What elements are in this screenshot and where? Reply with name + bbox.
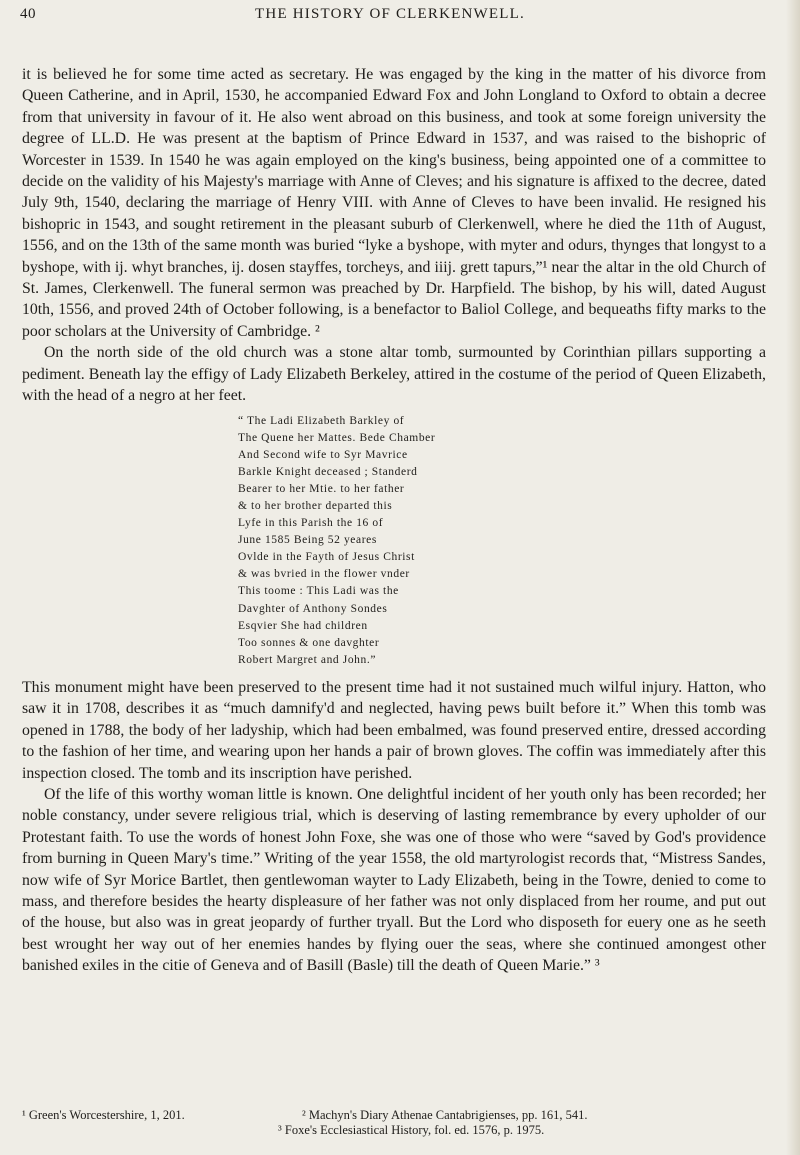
paragraph: This monument might have been preserved to the present time had it not sustained much wilful injury. Hatton, who saw it in 1708, describes it as “much damnify'd and neglected, having pews built before it.” When this tomb was opened in 1788, the body of her ladyship, which had been embalmed, was found preserved entire, dressed according to the fashion of her time, and wearing upon her hands a pair of brown gloves. The coffin was immediately after this inspection closed. The tomb and its inscription have perished.	[22, 678, 766, 782]
tomb-inscription	[238, 413, 766, 669]
inscription-line: This toome : This Ladi was the	[238, 585, 399, 598]
footnote: ¹ Green's Worcestershire, 1, 201.	[22, 1108, 185, 1122]
page-number: 40	[20, 6, 36, 22]
inscription-line: June 1585 Being 52 yeares	[238, 534, 377, 547]
paragraph: On the north side of the old church was a stone altar tomb, surmounted by Corinthian pillars supporting a pediment. Beneath lay the effigy of Lady Elizabeth Berkeley, attired in the costume of the period of Queen Elizabeth, with the head of a negro at her feet.	[22, 344, 766, 405]
running-title: THE HISTORY OF CLERKENWELL.	[255, 6, 525, 22]
inscription-line: Ovlde in the Fayth of Jesus Christ	[238, 551, 415, 564]
inscription-line: “ The Ladi Elizabeth Barkley of	[238, 414, 405, 427]
paragraph: it is believed he for some time acted as secretary. He was engaged by the king in the matter of his divorce from Queen Catherine, and in April, 1530, he accompanied Edward Fox and John Longland to Oxford to obtain a decree from that university in favour of it. He also went abroad on this business, and took at some foreign university the degree of LL.D. He was present at the baptism of Prince Edward in 1537, and was raised to the bishopric of Worcester in 1539. In 1540 he was again employed on the king's business, being appointed one of a committee to decide on the validity of his Majesty's marriage with Anne of Cleves; and his signature is affixed to the decree, dated July 9th, 1540, declaring the marriage of Henry VIII. with Anne of Cleves to have been invalid. He resigned his bishopric in 1543, and sought retirement in the pleasant suburb of Clerkenwell, where he died the 11th of August, 1556, and on the 13th of the same month was buried “lyke a byshope, with myter and odurs, thynges that longyst to a byshope, with ij. whyt branches, ij. dosen stayffes, torcheys, and iiij. grett tapurs,”¹ near the altar in the old Church of St. James, Clerkenwell. The funeral sermon was preached by Dr. Harpfield. The bishop, by his will, dated August 10th, 1556, and proved 24th of October following, is a benefactor to Baliol College, and bequeaths fifty marks to the poor scholars at the University of Cambridge. ²	[22, 66, 766, 340]
inscription-line: & to her brother departed this	[238, 499, 393, 512]
inscription-line: Bearer to her Mtie. to her father	[238, 482, 405, 495]
inscription-line: Esqvier She had children	[238, 619, 368, 632]
page-header	[20, 6, 760, 28]
body-text	[22, 64, 766, 977]
paragraph: Of the life of this worthy woman little is known. One delightful incident of her youth only has been recorded; her noble constancy, under severe religious trial, which is deserving of lasting remembrance by every upholder of our Protestant faith. To use the words of honest John Foxe, she was one of those who were “saved by God's providence from burning in Queen Mary's time.” Writing of the year 1558, the old martyrologist records that, “Mistress Sandes, now wife of Syr Morice Bartlet, then gentlewoman wayter to Lady Elizabeth, being in the Towre, denied to come to mass, and therefore besides the hearty displeasure of her father was not only displaced from her roume, and put out of the house, but also was in great jeopardy of further tryall. But the Lord who disposeth for euery one as he seeth best wrought her way out of her enemies handes by flying ouer the seas, where she continued amongest other banished exiles in the citie of Geneva and of Basill (Basle) till the death of Queen Marie.” ³	[22, 785, 766, 975]
inscription-line: Robert Margret and John.”	[238, 653, 377, 666]
inscription-line: Davghter of Anthony Sondes	[238, 602, 388, 615]
inscription-line: And Second wife to Syr Mavrice	[238, 448, 408, 461]
inscription-line: & was bvried in the flower vnder	[238, 568, 410, 581]
inscription-line: Barkle Knight deceased ; Standerd	[238, 465, 418, 478]
footnote: ² Machyn's Diary Athenae Cantabrigienses, pp. 161, 541.	[302, 1108, 588, 1122]
inscription-line: Too sonnes & one davghter	[238, 636, 380, 649]
inscription-line: The Quene her Mattes. Bede Chamber	[238, 431, 436, 444]
inscription-line: Lyfe in this Parish the 16 of	[238, 517, 384, 530]
footnote: ³ Foxe's Ecclesiastical History, fol. ed. 1576, p. 1975.	[278, 1123, 545, 1137]
footnotes	[22, 1108, 766, 1138]
